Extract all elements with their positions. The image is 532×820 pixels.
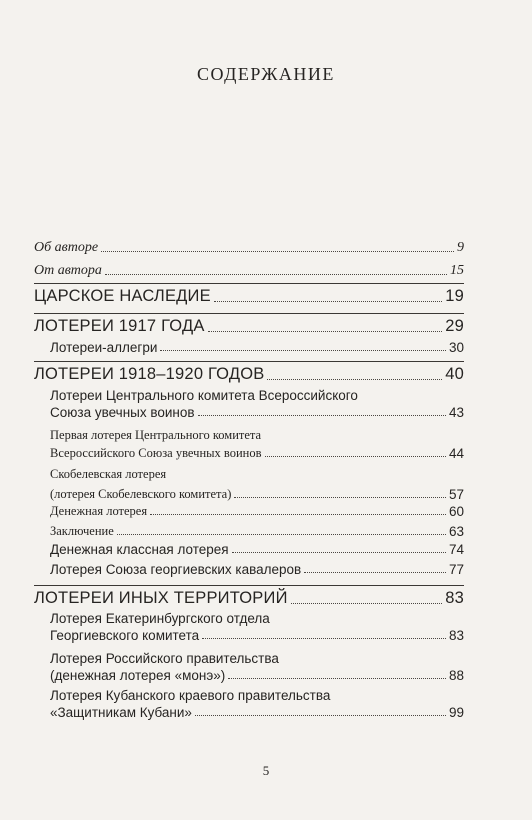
toc-entry-title: От автора [34,263,102,278]
toc-entry-title: Союза увечных воинов [50,405,195,420]
toc-entry-title: Заключение [50,524,114,538]
dot-leader [117,534,446,535]
toc-entry-title: Денежная классная лотерея [50,542,229,557]
toc-entry-title-line: Лотерея Кубанского краевого правительства [50,688,331,703]
dot-leader [101,251,454,252]
toc-entry[interactable] [34,263,464,279]
toc-entry[interactable] [50,340,464,355]
toc-entry-title: «Защитникам Кубани» [50,705,192,720]
toc-entry-title: Денежная лотерея [50,504,148,518]
toc-entry[interactable] [50,524,464,539]
toc-entry-page: 15 [450,263,464,278]
dot-leader [228,678,446,679]
toc-entry[interactable] [50,388,464,418]
dot-leader [232,552,446,553]
toc-entry[interactable] [50,428,464,461]
toc-entry-title: Об авторе [34,240,99,255]
section-rule [34,585,464,586]
toc-entry-last-line [50,405,464,420]
toc-entry[interactable] [50,688,464,718]
toc-entry[interactable] [50,562,464,577]
toc-entry-title: ЛОТЕРЕИ ИНЫХ ТЕРРИТОРИЙ [34,589,288,607]
toc-entry-page: 83 [445,589,464,607]
dot-leader [202,638,446,639]
toc-part-entry[interactable] [34,287,464,306]
toc-entry-page: 40 [445,365,464,383]
section-rule [34,313,464,314]
toc-entry[interactable] [50,611,464,641]
toc-entry-page: 99 [448,705,464,720]
toc-entry-title-line: Лотереи Центрального комитета Всероссийского [50,388,358,403]
toc-entry-page: 30 [448,340,464,355]
toc-entry-title: ЛОТЕРЕИ 1918–1920 ГОДОВ [34,365,265,383]
toc-entry-title: Георгиевского комитета [50,628,200,643]
dot-leader [267,379,442,380]
toc-part-entry[interactable] [34,589,464,608]
toc-entry-page: 19 [445,287,464,305]
toc-entry-title: (лотерея Скобелевского комитета) [50,487,232,501]
toc-entry-page: 57 [448,487,464,502]
dot-leader [198,415,446,416]
section-rule [34,283,464,284]
toc-entry-title: ЛОТЕРЕИ 1917 ГОДА [34,317,205,335]
toc-entry-title-line: Лотерея Российского правительства [50,651,279,666]
toc-entry-page: 9 [457,240,464,255]
dot-leader [160,350,446,351]
toc-entry-title: Лотереи-аллегри [50,340,158,355]
toc-entry-title: Лотерея Союза георгиевских кавалеров [50,562,302,577]
toc-entry-last-line [50,628,464,643]
toc-entry[interactable] [50,467,464,502]
dot-leader [234,497,446,498]
toc-entry-page: 83 [448,628,464,643]
toc-part-entry[interactable] [34,365,464,384]
toc-entry-page: 74 [448,542,464,557]
toc-part-entry[interactable] [34,317,464,336]
toc-entry-last-line [50,705,464,720]
toc-entry-title: (денежная лотерея «монэ») [50,668,226,683]
dot-leader [105,274,447,275]
dot-leader [304,572,446,573]
dot-leader [265,456,446,457]
page-number: 5 [262,763,270,778]
toc-entry[interactable] [50,651,464,681]
toc-entry-page: 29 [445,317,464,335]
toc-entry[interactable] [34,240,464,256]
toc-entry-last-line [50,446,464,461]
toc-entry-last-line [50,668,464,683]
toc-entry-title-line: Скобелевская лотерея [50,467,167,481]
dot-leader [214,301,442,302]
toc-entry-title-line: Первая лотерея Центрального комитета [50,428,262,442]
dot-leader [208,331,443,332]
toc-entry-page: 44 [448,446,464,461]
toc-entry-page: 77 [448,562,464,577]
dot-leader [291,603,443,604]
toc-entry-page: 88 [448,668,464,683]
toc-entry[interactable] [50,542,464,557]
section-rule [34,361,464,362]
toc-entry-last-line [50,487,464,502]
contents-heading: СОДЕРЖАНИЕ [197,64,335,84]
toc-entry-page: 60 [448,504,464,519]
toc-entry[interactable] [50,504,464,519]
dot-leader [195,715,446,716]
toc-entry-title-line: Лотерея Екатеринбургского отдела [50,611,270,626]
toc-entry-title: Всероссийского Союза увечных воинов [50,446,262,460]
toc-entry-page: 63 [448,524,464,539]
dot-leader [150,514,446,515]
toc-entry-title: ЦАРСКОЕ НАСЛЕДИЕ [34,287,211,305]
toc-entry-page: 43 [448,405,464,420]
